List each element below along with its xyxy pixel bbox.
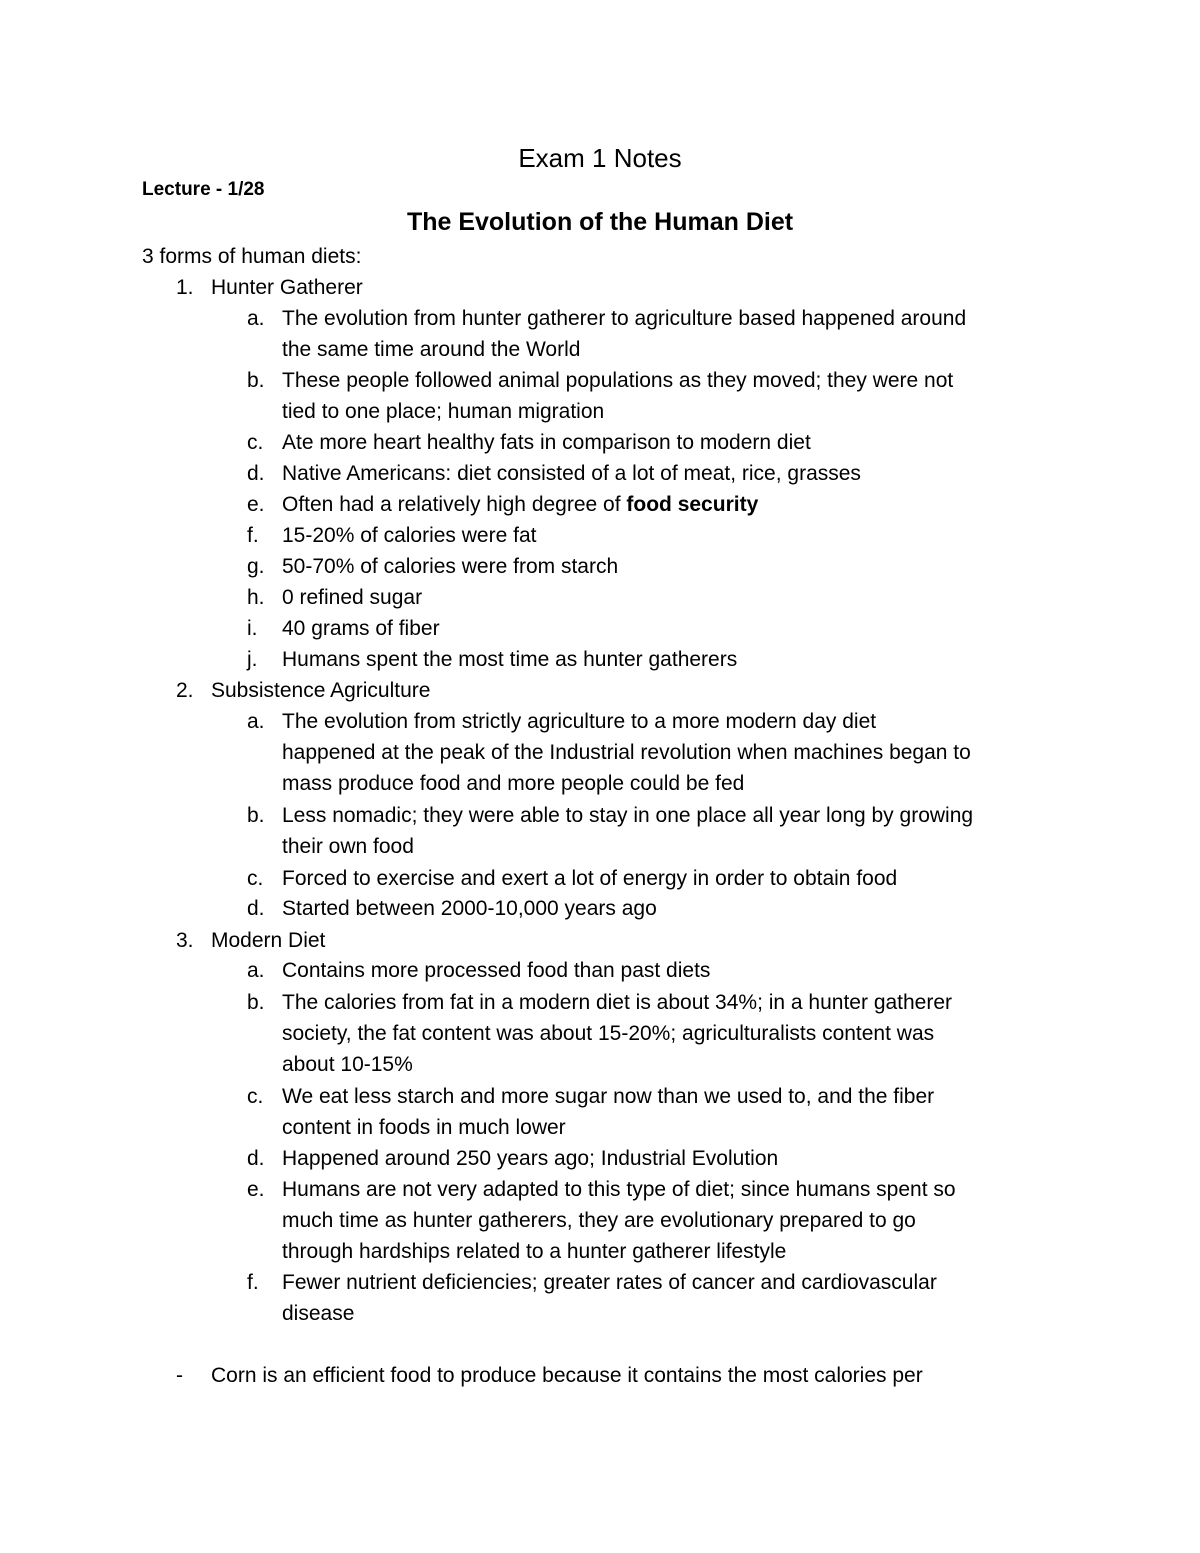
list-item-line: The calories from fat in a modern diet is about 34%; in a hunter gatherer (282, 991, 953, 1014)
item-letter: i. (247, 617, 258, 640)
item-letter: f. (247, 524, 259, 547)
item-letter: a. (247, 710, 265, 733)
list-item-line: society, the fat content was about 15-20%; agriculturalists content was (282, 1022, 935, 1045)
item-letter: f. (247, 1271, 259, 1294)
list-item-line: Humans spent the most time as hunter gatherers (282, 648, 738, 671)
section-heading: The Evolution of the Human Diet (406, 208, 794, 236)
diet-number: 3. (176, 929, 194, 952)
diet-name: Hunter Gatherer (211, 276, 363, 299)
item-letter: j. (247, 648, 258, 671)
diet-name: Subsistence Agriculture (211, 679, 431, 702)
list-item-text (282, 492, 758, 517)
item-letter: b. (247, 991, 265, 1014)
list-item-line: disease (282, 1302, 355, 1325)
list-item-text-plain: Often had a relatively high degree of (282, 493, 627, 516)
list-item-line: the same time around the World (282, 338, 581, 361)
item-letter: g. (247, 555, 265, 578)
list-item-line: mass produce food and more people could be fed (282, 772, 745, 795)
item-letter: e. (247, 1178, 265, 1201)
item-letter: b. (247, 804, 265, 827)
intro-text: 3 forms of human diets: (142, 245, 362, 268)
list-item-line: tied to one place; human migration (282, 400, 605, 423)
list-item-line: Forced to exercise and exert a lot of energy in order to obtain food (282, 867, 898, 890)
item-letter: a. (247, 307, 265, 330)
item-letter: e. (247, 493, 265, 516)
bold-term: food security (626, 493, 759, 516)
item-letter: c. (247, 431, 264, 454)
list-item-line: about 10-15% (282, 1053, 413, 1076)
list-item-line: 50-70% of calories were from starch (282, 555, 619, 578)
list-item-line: 0 refined sugar (282, 586, 423, 609)
list-item-line: through hardships related to a hunter gatherer lifestyle (282, 1240, 787, 1263)
list-item-line: Less nomadic; they were able to stay in one place all year long by growing (282, 804, 974, 827)
dash-note-text: Corn is an efficient food to produce because it contains the most calories per (211, 1364, 923, 1387)
list-item-line: much time as hunter gatherers, they are evolutionary prepared to go (282, 1209, 916, 1232)
list-item-line: Humans are not very adapted to this type of diet; since humans spent so (282, 1178, 956, 1201)
item-letter: a. (247, 959, 265, 982)
list-item-line: Fewer nutrient deficiencies; greater rates of cancer and cardiovascular (282, 1271, 937, 1294)
document-title: Exam 1 Notes (518, 143, 682, 173)
list-item-line: Happened around 250 years ago; Industrial Evolution (282, 1147, 779, 1170)
item-letter: d. (247, 897, 265, 920)
list-item-line: The evolution from hunter gatherer to agriculture based happened around (282, 307, 967, 330)
list-item-line: their own food (282, 835, 414, 858)
list-item-line: happened at the peak of the Industrial revolution when machines began to (282, 741, 971, 764)
list-item-line: We eat less starch and more sugar now than we used to, and the fiber (282, 1085, 935, 1108)
list-item-line: 15-20% of calories were fat (282, 524, 537, 547)
diet-number: 1. (176, 276, 194, 299)
item-letter: d. (247, 1147, 265, 1170)
list-item-line: These people followed animal populations as they moved; they were not (282, 369, 954, 392)
item-letter: d. (247, 462, 265, 485)
item-letter: h. (247, 586, 265, 609)
list-item-line: The evolution from strictly agriculture to a more modern day diet (282, 710, 877, 733)
diet-number: 2. (176, 679, 194, 702)
lecture-label: Lecture - 1/28 (142, 179, 265, 200)
item-letter: c. (247, 867, 264, 890)
list-item-line: Ate more heart healthy fats in comparison to modern diet (282, 431, 811, 454)
list-item-line: 40 grams of fiber (282, 617, 440, 640)
list-item-line: content in foods in much lower (282, 1116, 566, 1139)
dash-bullet: - (176, 1364, 183, 1387)
list-item-line: Contains more processed food than past diets (282, 959, 711, 982)
list-item-line: Native Americans: diet consisted of a lot of meat, rice, grasses (282, 462, 861, 485)
item-letter: c. (247, 1085, 264, 1108)
diet-name: Modern Diet (211, 929, 326, 952)
list-item-line: Started between 2000-10,000 years ago (282, 897, 657, 920)
item-letter: b. (247, 369, 265, 392)
